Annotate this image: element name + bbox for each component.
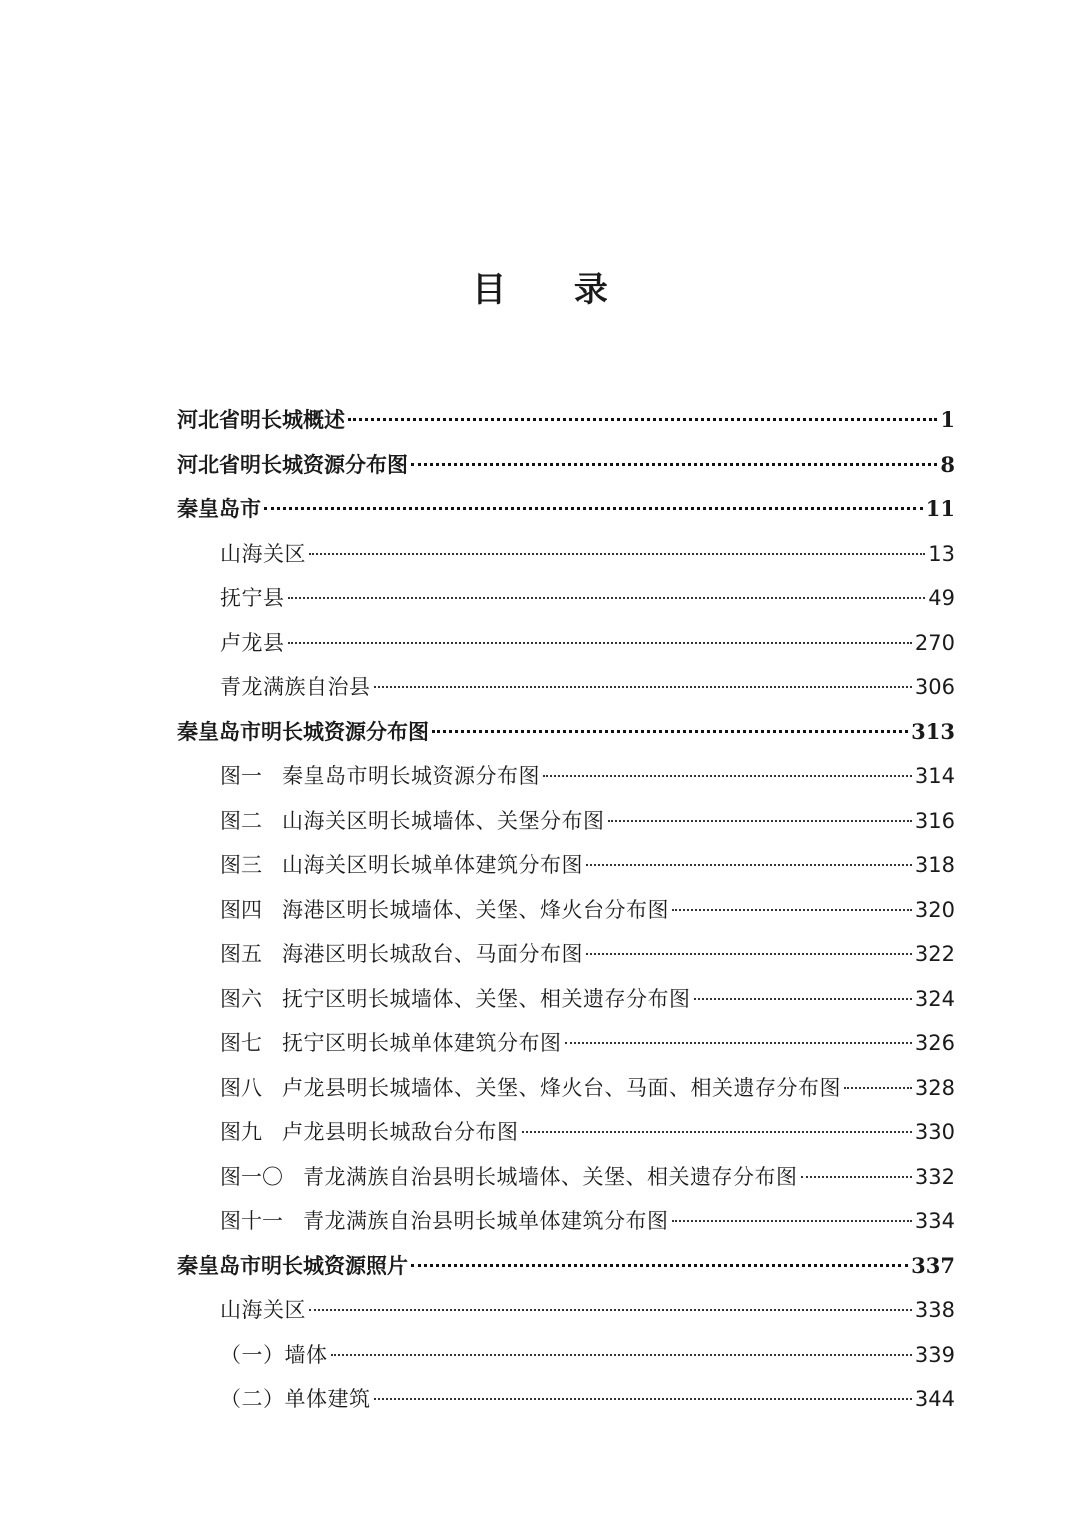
toc-dot-leader (522, 1131, 912, 1133)
toc-entry-page-number: 334 (914, 1209, 955, 1233)
toc-subentry[interactable] (177, 932, 955, 977)
toc-dot-leader (288, 642, 912, 644)
toc-dot-leader (374, 686, 912, 688)
toc-dot-leader (672, 909, 912, 911)
toc-entry-page-number: 322 (914, 942, 955, 966)
toc-dot-leader (801, 1176, 912, 1178)
toc-entry-label: 秦皇岛市明长城资源照片 (177, 1252, 408, 1278)
toc-entry-page-number: 8 (940, 451, 955, 477)
toc-entry-page-number: 306 (914, 675, 955, 699)
toc-entry-figure-number: 图八 (220, 1075, 262, 1100)
toc-dot-leader (543, 775, 912, 777)
toc-entry-label: 山海关区 (220, 1298, 306, 1322)
toc-entry-page-number: 316 (914, 808, 955, 833)
toc-entry-label: 青龙满族自治县明长城墙体、关堡、相关遗存分布图 (303, 1164, 798, 1189)
toc-entry-label: （二）单体建筑 (220, 1387, 371, 1411)
toc-subentry[interactable] (177, 1110, 955, 1155)
toc-dot-leader (411, 1264, 908, 1267)
toc-dot-leader (348, 418, 937, 421)
toc-entry-label: 卢龙县明长城墙体、关堡、烽火台、马面、相关遗存分布图 (282, 1075, 841, 1100)
toc-entry-figure-number: 图七 (220, 1031, 262, 1055)
toc-entry-label: 卢龙县明长城敌台分布图 (282, 1120, 519, 1144)
toc-subentry[interactable] (177, 532, 955, 577)
toc-subentry[interactable] (177, 843, 955, 888)
toc-dot-leader (672, 1220, 912, 1222)
toc-entry-page-number: 330 (914, 1120, 955, 1144)
toc-entry-figure-number: 图六 (220, 986, 262, 1011)
toc-dot-leader (309, 553, 925, 555)
toc-subentry[interactable] (177, 977, 955, 1022)
toc-entry-page-number: 328 (914, 1075, 955, 1100)
toc-entry-page-number: 344 (914, 1387, 955, 1411)
toc-entry-page-number: 270 (914, 630, 955, 655)
toc-entry-label: 抚宁区明长城墙体、关堡、相关遗存分布图 (282, 986, 691, 1011)
toc-dot-leader (608, 820, 912, 822)
table-of-contents (177, 398, 955, 1422)
toc-entry-page-number: 339 (914, 1342, 955, 1367)
toc-section-entry[interactable] (177, 1244, 955, 1289)
toc-entry-figure-number: 图四 (220, 897, 262, 922)
toc-dot-leader (844, 1087, 912, 1089)
toc-entry-label: （一）墙体 (220, 1342, 328, 1367)
toc-entry-figure-number: 图五 (220, 942, 262, 966)
toc-entry-label: 青龙满族自治县 (220, 675, 371, 699)
toc-subentry[interactable] (177, 1199, 955, 1244)
toc-section-entry[interactable] (177, 398, 955, 443)
toc-entry-label: 山海关区 (220, 541, 306, 566)
toc-entry-page-number: 324 (914, 986, 955, 1011)
toc-subentry[interactable] (177, 1066, 955, 1111)
toc-dot-leader (374, 1398, 912, 1400)
toc-entry-page-number: 320 (914, 897, 955, 922)
toc-entry-page-number: 49 (928, 586, 955, 610)
toc-entry-label: 山海关区明长城单体建筑分布图 (282, 853, 583, 877)
toc-dot-leader (586, 953, 912, 955)
toc-entry-page-number: 332 (914, 1164, 955, 1189)
toc-entry-label: 卢龙县 (220, 630, 285, 655)
toc-subentry[interactable] (177, 1333, 955, 1378)
toc-dot-leader (309, 1309, 912, 1311)
toc-entry-page-number: 314 (914, 764, 955, 788)
toc-section-entry[interactable] (177, 443, 955, 488)
toc-subentry[interactable] (177, 754, 955, 799)
toc-entry-label: 秦皇岛市 (177, 496, 261, 521)
toc-dot-leader (694, 998, 912, 1000)
toc-dot-leader (411, 463, 937, 466)
toc-entry-figure-number: 图三 (220, 853, 262, 877)
toc-entry-label: 河北省明长城资源分布图 (177, 451, 408, 477)
toc-entry-page-number: 326 (914, 1031, 955, 1055)
toc-entry-label: 抚宁区明长城单体建筑分布图 (282, 1031, 562, 1055)
toc-entry-page-number: 1 (940, 407, 955, 432)
toc-subentry[interactable] (177, 799, 955, 844)
toc-entry-page-number: 337 (911, 1252, 955, 1278)
toc-subentry[interactable] (177, 1288, 955, 1333)
toc-title: 目 录 (472, 270, 636, 310)
toc-entry-label: 秦皇岛市明长城资源分布图 (177, 718, 429, 744)
toc-entry-page-number: 338 (914, 1298, 955, 1322)
toc-dot-leader (331, 1354, 912, 1356)
toc-entry-label: 抚宁县 (220, 586, 285, 610)
toc-dot-leader (565, 1042, 912, 1044)
toc-entry-figure-number: 图十一 (220, 1209, 283, 1233)
toc-section-entry[interactable] (177, 710, 955, 755)
toc-section-entry[interactable] (177, 487, 955, 532)
toc-entry-figure-number: 图二 (220, 808, 262, 833)
toc-entry-figure-number: 图九 (220, 1120, 262, 1144)
toc-dot-leader (288, 597, 926, 599)
toc-entry-figure-number: 图一 (220, 764, 262, 788)
toc-subentry[interactable] (177, 1377, 955, 1422)
toc-entry-label: 秦皇岛市明长城资源分布图 (282, 764, 540, 788)
toc-entry-label: 海港区明长城敌台、马面分布图 (282, 942, 583, 966)
toc-entry-label: 河北省明长城概述 (177, 407, 345, 432)
toc-entry-page-number: 313 (911, 718, 955, 744)
toc-subentry[interactable] (177, 1021, 955, 1066)
toc-entry-page-number: 13 (928, 541, 955, 566)
toc-subentry[interactable] (177, 1155, 955, 1200)
toc-entry-label: 青龙满族自治县明长城单体建筑分布图 (303, 1209, 669, 1233)
toc-dot-leader (432, 730, 908, 733)
toc-dot-leader (264, 507, 923, 510)
toc-entry-label: 山海关区明长城墙体、关堡分布图 (282, 808, 605, 833)
toc-entry-page-number: 318 (914, 853, 955, 877)
toc-entry-page-number: 11 (925, 496, 955, 521)
toc-subentry[interactable] (177, 665, 955, 710)
toc-dot-leader (586, 864, 912, 866)
toc-entry-figure-number: 图一〇 (220, 1164, 283, 1189)
toc-subentry[interactable] (177, 888, 955, 933)
toc-subentry[interactable] (177, 576, 955, 621)
toc-subentry[interactable] (177, 621, 955, 666)
toc-entry-label: 海港区明长城墙体、关堡、烽火台分布图 (282, 897, 669, 922)
